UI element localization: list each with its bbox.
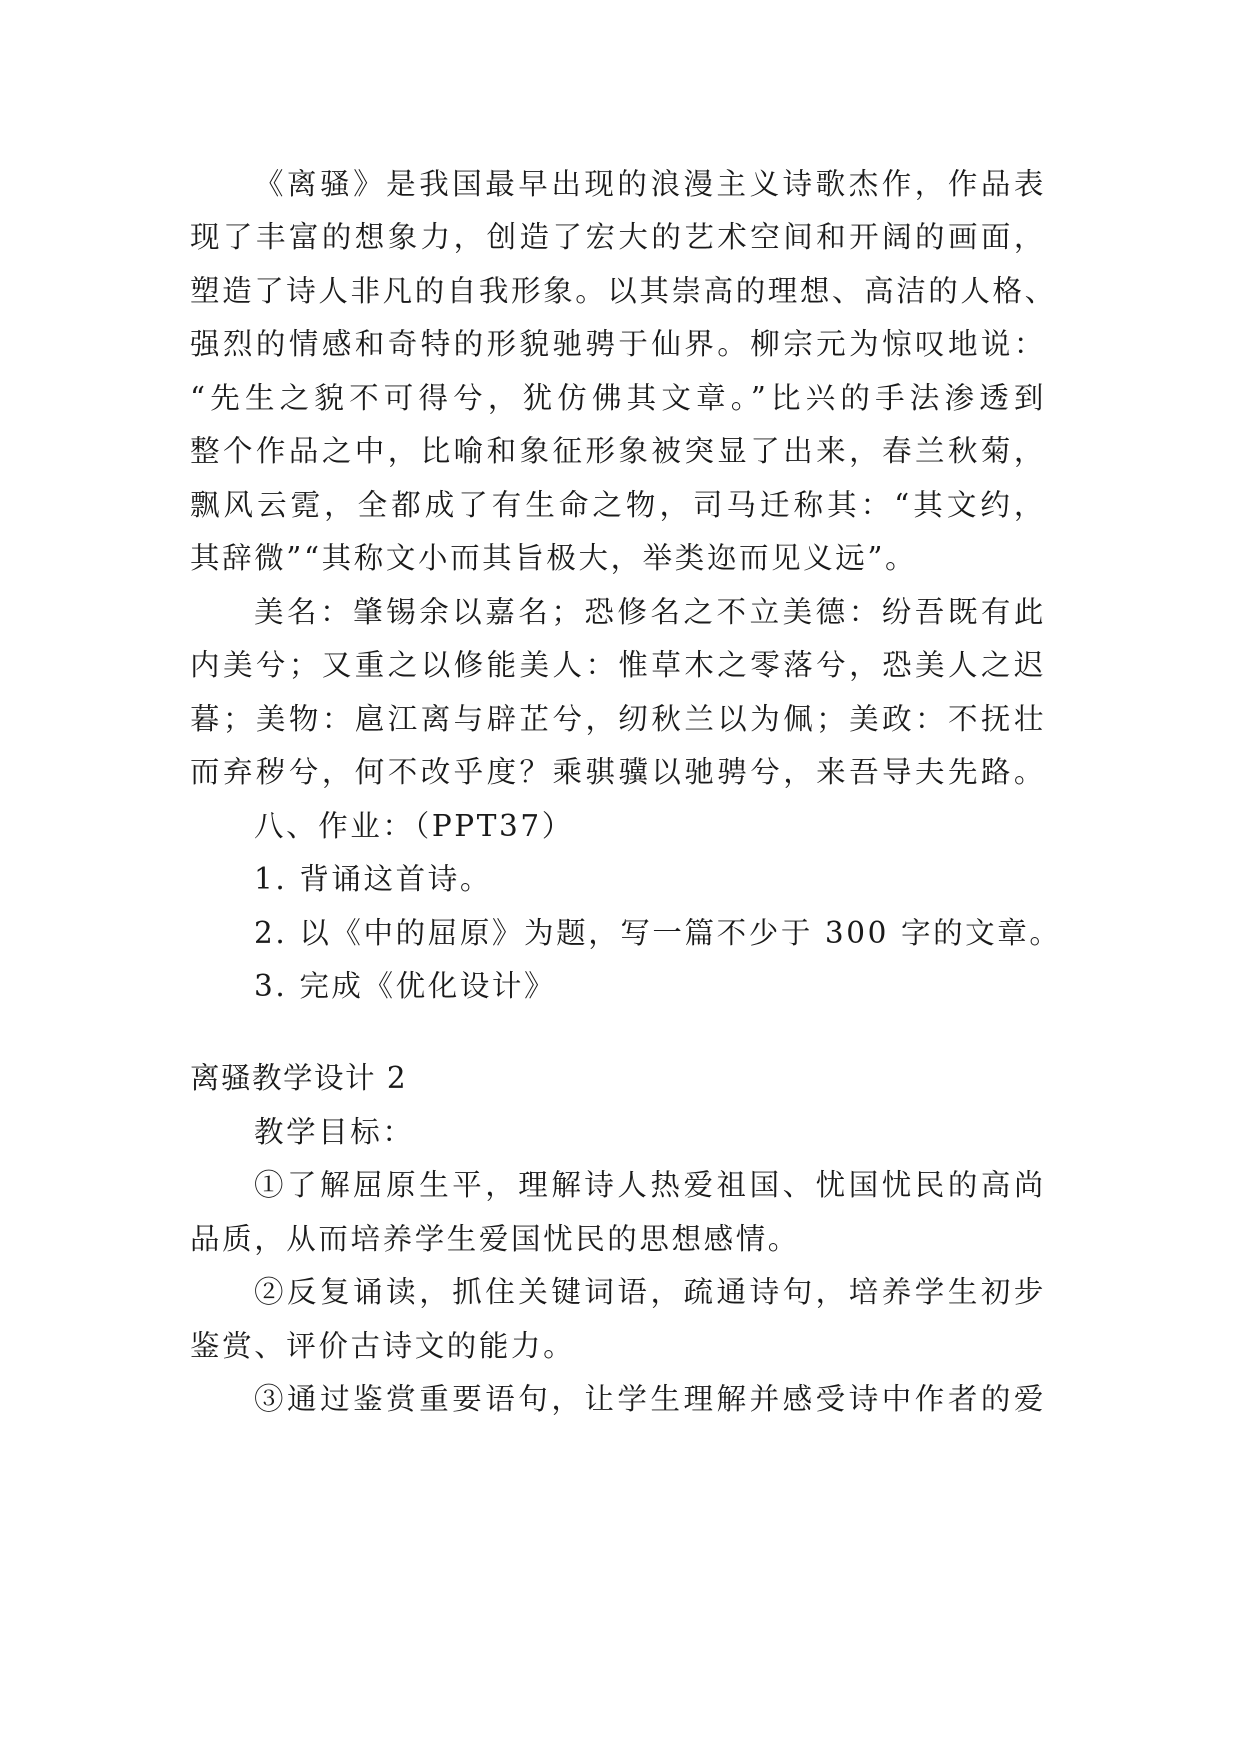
section-title: 离骚教学设计 2 xyxy=(190,1061,408,1095)
paragraph-line: 整个作品之中，比喻和象征形象被突显了出来，春兰秋菊， xyxy=(190,434,1046,468)
paragraph-line: 《离骚》是我国最早出现的浪漫主义诗歌杰作，作品表 xyxy=(254,167,1046,201)
objective-line: 品质，从而培养学生爱国忧民的思想感情。 xyxy=(190,1222,800,1256)
homework-heading: 八、作业：（PPT37） xyxy=(254,809,574,843)
paragraph-line: 内美兮；又重之以修能美人：惟草木之零落兮，恐美人之迟 xyxy=(190,648,1046,682)
paragraph-line: “先生之貌不可得兮，犹仿佛其文章。”比兴的手法渗透到 xyxy=(190,381,1046,415)
paragraph-line: 塑造了诗人非凡的自我形象。以其崇高的理想、高洁的人格、 xyxy=(190,274,1057,308)
homework-item: 2. 以《中的屈原》为题，写一篇不少于 300 字的文章。 xyxy=(254,916,1062,950)
objective-line: ②反复诵读，抓住关键词语，疏通诗句，培养学生初步 xyxy=(254,1275,1046,1309)
homework-item: 1. 背诵这首诗。 xyxy=(254,862,492,896)
paragraph-line: 强烈的情感和奇特的形貌驰骋于仙界。柳宗元为惊叹地说： xyxy=(190,327,1046,361)
paragraph-line: 暮；美物：扈江离与辟芷兮，纫秋兰以为佩；美政：不抚壮 xyxy=(190,702,1046,736)
homework-item: 3. 完成《优化设计》 xyxy=(254,969,557,1003)
paragraph-line: 美名：肇锡余以嘉名；恐修名之不立美德：纷吾既有此 xyxy=(254,595,1046,629)
paragraph-line: 现了丰富的想象力，创造了宏大的艺术空间和开阔的画面， xyxy=(190,220,1046,254)
paragraph-line: 飘风云霓，全都成了有生命之物，司马迁称其：“其文约， xyxy=(190,488,1046,522)
objective-line: ③通过鉴赏重要语句，让学生理解并感受诗中作者的爱 xyxy=(254,1382,1046,1416)
objective-line: ①了解屈原生平，理解诗人热爱祖国、忧国忧民的高尚 xyxy=(254,1168,1046,1202)
objectives-heading: 教学目标： xyxy=(254,1115,415,1149)
paragraph-line: 其辞微”“其称文小而其旨极大，举类迩而见义远”。 xyxy=(190,541,918,575)
paragraph-line: 而弃秽兮，何不改乎度？乘骐骥以驰骋兮，来吾导夫先路。 xyxy=(190,755,1046,789)
objective-line: 鉴赏、评价古诗文的能力。 xyxy=(190,1329,576,1363)
